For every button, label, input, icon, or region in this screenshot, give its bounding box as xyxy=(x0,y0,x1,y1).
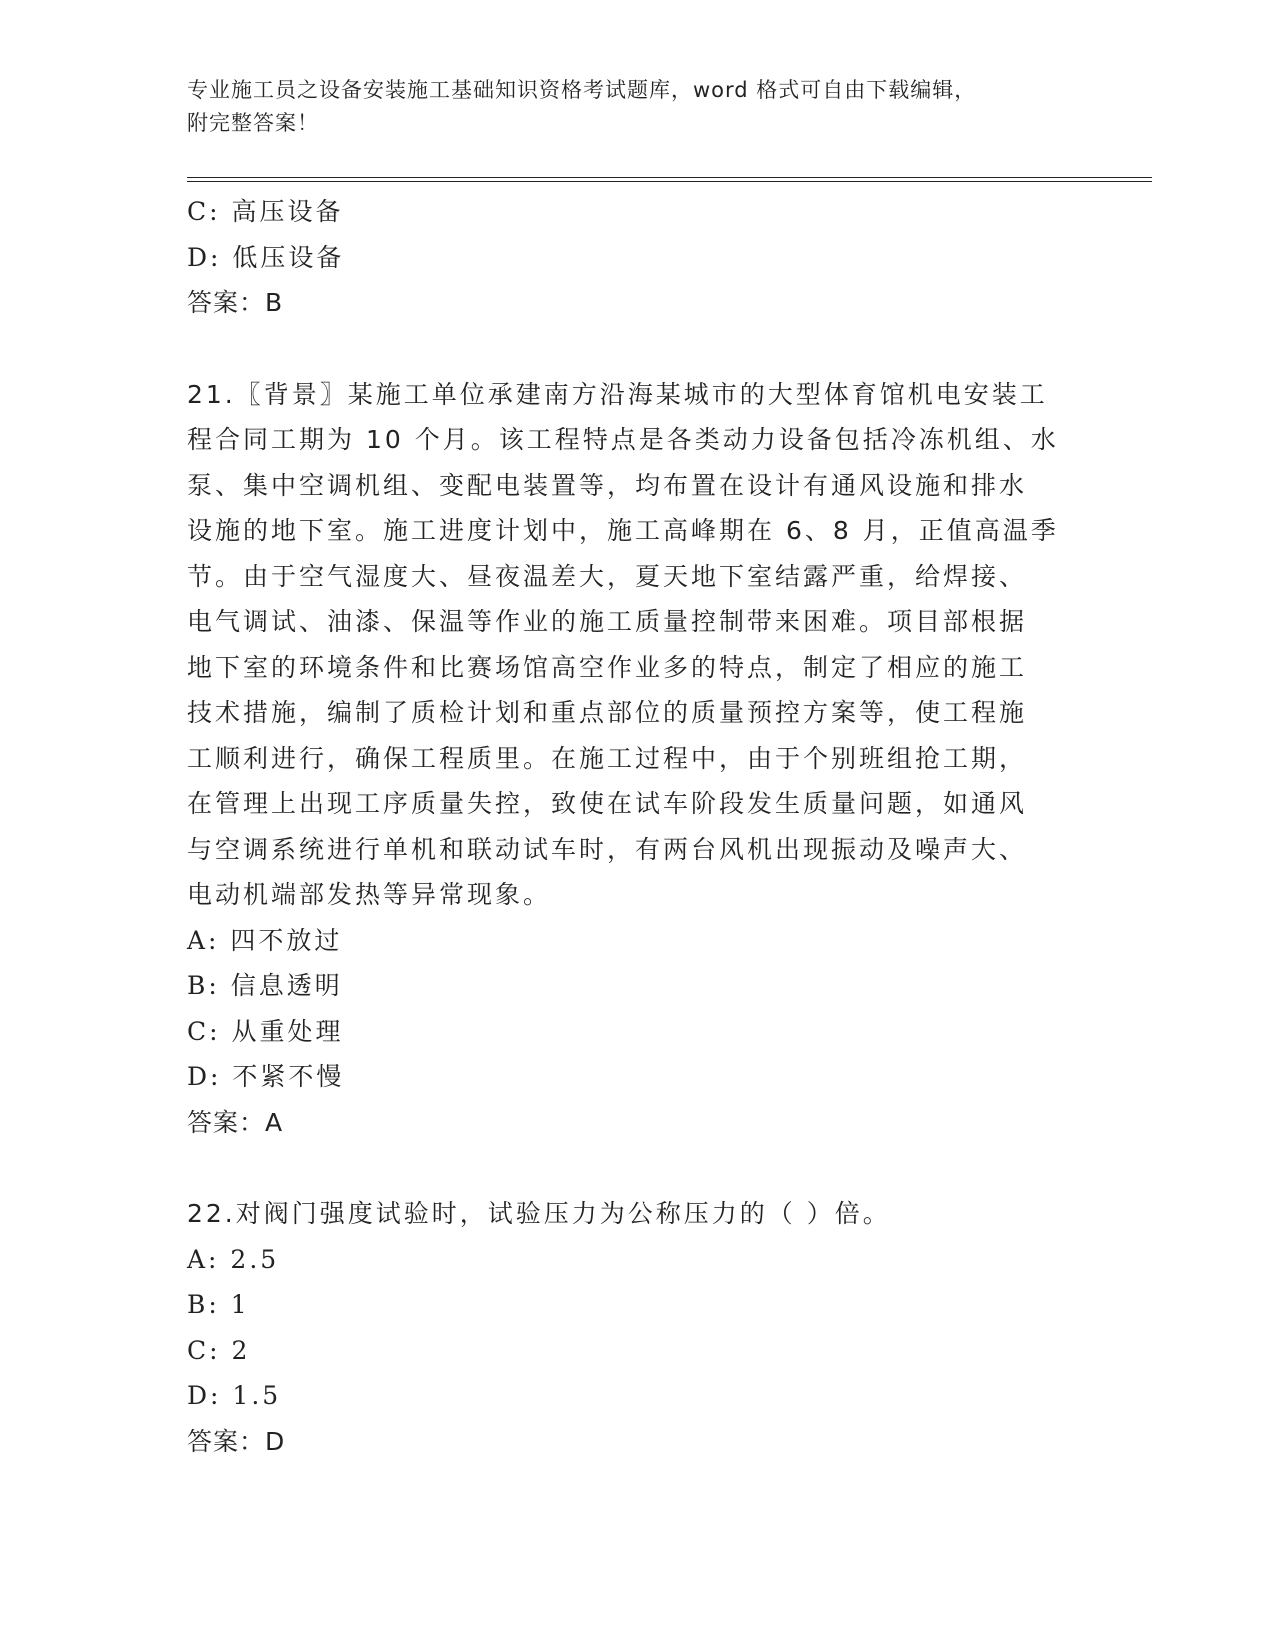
question-text-line: 节。由于空气湿度大、昼夜温差大，夏天地下室结露严重，给焊接、 xyxy=(187,561,1028,591)
option-a: A: 2.5 xyxy=(187,1244,280,1274)
header-line-1: 专业施工员之设备安装施工基础知识资格考试题库，word 格式可自由下载编辑， xyxy=(187,78,977,102)
answer-line: 答案：A xyxy=(187,1107,284,1137)
question-text-line: 工顺利进行，确保工程质里。在施工过程中，由于个别班组抢工期， xyxy=(187,743,1028,773)
question-text-line: 电气调试、油漆、保温等作业的施工质量控制带来困难。项目部根据 xyxy=(187,607,1028,636)
question-text-line: 泵、集中空调机组、变配电装置等，均布置在设计有通风设施和排水 xyxy=(187,470,1028,500)
question-text-line: 电动机端部发热等异常现象。 xyxy=(187,880,552,909)
question-text-line: 地下室的环境条件和比赛场馆高空作业多的特点，制定了相应的施工 xyxy=(187,652,1028,682)
question-20-tail xyxy=(187,189,1067,326)
option-b: B: 1 xyxy=(187,1290,250,1319)
question-22 xyxy=(187,1191,1067,1464)
answer-line: 答案：D xyxy=(187,1426,286,1456)
question-text-line: 21.〖背景〗某施工单位承建南方沿海某城市的大型体育馆机电安装工 xyxy=(187,379,1048,409)
document-header xyxy=(187,74,1067,140)
question-text-line: 在管理上出现工序质量失控，致使在试车阶段发生质量问题，如通风 xyxy=(187,789,1028,818)
question-text-line: 程合同工期为 10 个月。该工程特点是各类动力设备包括冷冻机组、水 xyxy=(187,425,1059,454)
option-c: C: 2 xyxy=(187,1335,251,1365)
option-d: D: 1.5 xyxy=(187,1381,282,1410)
spacer xyxy=(187,1145,1067,1191)
question-21 xyxy=(187,372,1067,1146)
option-a: A: 四不放过 xyxy=(187,925,343,955)
question-text-line: 技术措施，编制了质检计划和重点部位的质量预控方案等，使工程施 xyxy=(187,698,1028,727)
option-c: C: 高压设备 xyxy=(187,197,344,226)
spacer xyxy=(187,326,1067,372)
question-stem: 22.对阀门强度试验时，试验压力为公称压力的（ ）倍。 xyxy=(187,1199,891,1228)
option-d: D: 低压设备 xyxy=(187,242,345,272)
question-text-line: 与空调系统进行单机和联动试车时，有两台风机出现振动及噪声大、 xyxy=(187,834,1028,864)
header-divider-bottom xyxy=(187,181,1152,182)
header-divider-top xyxy=(187,177,1152,178)
option-c: C: 从重处理 xyxy=(187,1016,344,1046)
answer-line: 答案：B xyxy=(187,288,284,317)
option-b: B: 信息透明 xyxy=(187,971,343,1000)
question-text-line: 设施的地下室。施工进度计划中，施工高峰期在 6、8 月，正值高温季 xyxy=(187,516,1059,545)
document-body xyxy=(187,189,1067,1464)
option-d: D: 不紧不慢 xyxy=(187,1062,345,1091)
header-line-2: 附完整答案！ xyxy=(187,111,319,135)
